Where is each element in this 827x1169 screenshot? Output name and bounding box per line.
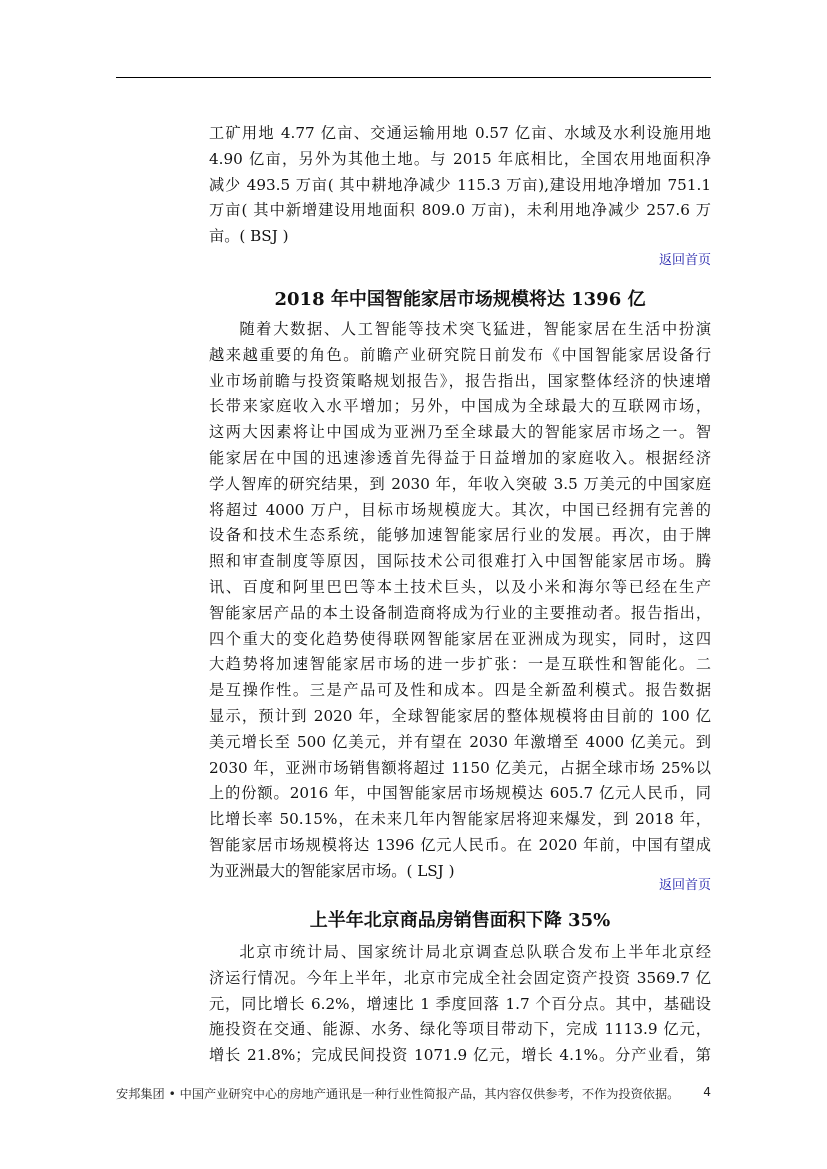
back-to-home-link[interactable]: 返回首页 bbox=[658, 878, 711, 893]
article-title: 2018 年中国智能家居市场规模将达 1396 亿 bbox=[274, 289, 646, 310]
text-line: 讯、百度和阿里巴巴等本土技术巨头，以及小米和海尔等已经在生产 bbox=[209, 577, 711, 596]
page-number: 4 bbox=[703, 1085, 711, 1099]
text-line: 显示，预计到 2020 年，全球智能家居的整体规模将由目前的 100 亿 bbox=[209, 706, 711, 725]
text-line: 减少 493.5 万亩( 其中耕地净减少 115.3 万亩),建设用地净增加 751.1 bbox=[209, 175, 711, 194]
back-to-home-link[interactable]: 返回首页 bbox=[658, 253, 711, 268]
text-line: 增长 21.8%；完成民间投资 1071.9 亿元，增长 4.1%。分产业看，第 bbox=[209, 1046, 711, 1065]
text-line: 是互操作性。三是产品可及性和成本。四是全新盈利模式。报告数据 bbox=[209, 681, 711, 700]
text-line: 美元增长至 500 亿美元，并有望在 2030 年激增至 4000 亿美元。到 bbox=[209, 732, 711, 751]
page-footer bbox=[116, 1085, 711, 1102]
text-line: 设备和技术生态系统，能够加速智能家居行业的发展。再次，由于牌 bbox=[209, 526, 711, 545]
text-line: 比增长率 50.15%，在未来几年内智能家居将迎来爆发，到 2018 年， bbox=[209, 810, 711, 829]
text-line: 学人智库的研究结果，到 2030 年，年收入突破 3.5 万美元的中国家庭 bbox=[209, 474, 711, 493]
text-line: 四个重大的变化趋势使得联网智能家居在亚洲成为现实，同时，这四 bbox=[209, 629, 711, 648]
article-title: 上半年北京商品房销售面积下降 35% bbox=[309, 910, 611, 931]
section-continuation bbox=[209, 121, 711, 250]
text-line: 元，同比增长 6.2%，增速比 1 季度回落 1.7 个百分点。其中，基础设 bbox=[209, 994, 711, 1013]
text-line: 这两大因素将让中国成为亚洲乃至全球最大的智能家居市场之一。智 bbox=[209, 423, 711, 442]
text-line: 万亩( 其中新增建设用地面积 809.0 万亩)，未利用地净减少 257.6 万 bbox=[209, 201, 711, 220]
text-line: 长带来家庭收入水平增加；另外，中国成为全球最大的互联网市场， bbox=[209, 397, 711, 416]
text-line: 亩。( BSJ ) bbox=[209, 227, 289, 246]
article-body bbox=[209, 940, 711, 1069]
paragraph-smart-home bbox=[209, 317, 711, 885]
text-line: 业市场前瞻与投资策略规划报告》，报告指出，国家整体经济的快速增 bbox=[209, 371, 711, 390]
text-line: 智能家居市场规模将达 1396 亿元人民币。在 2020 年前，中国有望成 bbox=[209, 835, 711, 854]
header-rule bbox=[116, 77, 711, 78]
text-line: 2030 年，亚洲市场销售额将超过 1150 亿美元，占据全球市场 25%以 bbox=[209, 758, 711, 777]
article-body bbox=[209, 317, 711, 885]
text-line: 随着大数据、人工智能等技术突飞猛进，智能家居在生活中扮演 bbox=[239, 320, 711, 338]
text-line: 北京市统计局、国家统计局北京调查总队联合发布上半年北京经 bbox=[239, 943, 711, 961]
paragraph-beijing-housing bbox=[209, 940, 711, 1069]
text-line: 智能家居产品的本土设备制造商将成为行业的主要推动者。报告指出， bbox=[209, 603, 711, 622]
text-line: 大趋势将加速智能家居市场的进一步扩张：一是互联性和智能化。二 bbox=[209, 655, 711, 674]
text-line: 施投资在交通、能源、水务、绿化等项目带动下，完成 1113.9 亿元， bbox=[209, 1020, 711, 1039]
text-line: 能家居在中国的迅速渗透首先得益于日益增加的家庭收入。根据经济 bbox=[209, 448, 711, 467]
text-line: 4.90 亿亩，另外为其他土地。与 2015 年底相比，全国农用地面积净 bbox=[209, 149, 711, 168]
text-line: 上的份额。2016 年，中国智能家居市场规模达 605.7 亿元人民币，同 bbox=[209, 784, 711, 803]
text-line: 工矿用地 4.77 亿亩、交通运输用地 0.57 亿亩、水域及水利设施用地 bbox=[209, 124, 711, 142]
text-line: 照和审查制度等原因，国际技术公司很难打入中国智能家居市场。腾 bbox=[209, 552, 711, 571]
footer-disclaimer: 安邦集团 • 中国产业研究中心的房地产通讯是一种行业性简报产品，其内容仅供参考，不作为投资依据。 bbox=[116, 1087, 680, 1101]
text-line: 越来越重要的角色。前瞻产业研究院日前发布《中国智能家居设备行 bbox=[209, 345, 711, 364]
text-line: 为亚洲最大的智能家居市场。( LSJ ) bbox=[209, 861, 455, 880]
text-line: 将超过 4000 万户，目标市场规模庞大。其次，中国已经拥有完善的 bbox=[209, 500, 711, 519]
paragraph-land-use bbox=[209, 121, 711, 250]
text-line: 济运行情况。今年上半年，北京市完成全社会固定资产投资 3569.7 亿 bbox=[209, 968, 711, 987]
